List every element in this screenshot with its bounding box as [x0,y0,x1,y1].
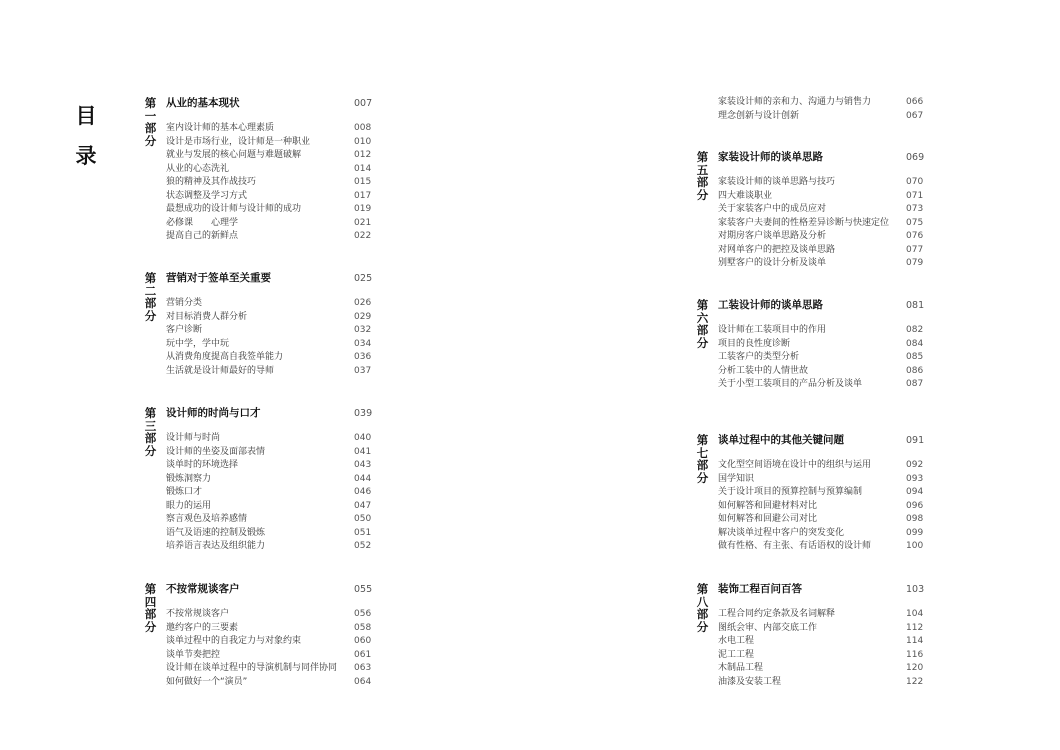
part-label-char: 四 [144,594,157,609]
part-label-char: 第 [144,582,157,596]
toc-entry[interactable] [166,635,376,649]
toc-entry[interactable] [718,540,928,554]
entry-text: 生活就是设计师最好的导师 [166,365,275,376]
page-number: 029 [354,311,372,322]
toc-entry[interactable] [166,324,376,338]
page-number: 085 [906,352,924,362]
toc-entry[interactable] [718,190,928,204]
page-number: 039 [354,408,373,419]
part-label-char: 分 [144,619,157,634]
page-number: 066 [906,97,924,107]
page-number: 043 [354,460,372,470]
part-label [696,299,709,349]
page-number: 052 [354,541,372,551]
entry-text: 家装设计师的亲和力、沟通力与销售力 [718,97,872,107]
entry-text: 锻炼洞察力 [166,473,212,484]
toc-entry[interactable] [166,163,376,177]
toc-entry[interactable] [166,203,376,217]
toc-entry[interactable] [718,338,928,352]
toc-entry[interactable] [718,649,928,663]
toc-entry[interactable] [718,459,928,473]
part-label-char: 第 [696,298,709,312]
entry-text: 锻炼口才 [166,487,203,497]
toc-entry[interactable] [718,500,928,514]
toc-entry[interactable] [166,365,376,379]
toc-entry[interactable] [166,486,376,500]
entry-text: 邀约客户的三要素 [166,622,239,633]
part-label-char: 部 [144,296,157,310]
entry-text: 理念创新与设计创新 [718,110,800,121]
part-heading[interactable] [718,299,928,313]
toc-entry[interactable] [166,432,376,446]
toc-entry[interactable] [166,149,376,163]
page-number: 069 [906,152,925,163]
page-number: 050 [354,514,372,524]
page-number: 060 [354,636,372,646]
part-heading[interactable] [166,97,376,111]
page-number: 061 [354,649,372,660]
page-number: 116 [906,649,924,660]
toc-entry[interactable] [166,136,376,150]
page-number: 064 [354,676,372,687]
entry-text: 不按常规谈客户 [166,609,230,619]
heading-text: 家装设计师的谈单思路 [718,151,823,163]
part-heading[interactable] [718,434,928,448]
toc-entry[interactable] [166,459,376,473]
toc-title-char: 录 [75,144,97,168]
page-number: 021 [354,217,372,228]
toc-entry[interactable] [166,446,376,460]
page-number: 012 [354,150,372,160]
part-label-char: 分 [696,619,709,634]
part-label-char: 六 [696,310,709,325]
toc-title-char: 目 [75,104,97,128]
part-label-char: 第 [144,271,157,285]
page-number: 051 [354,527,372,538]
part-label-char: 五 [696,162,709,177]
page-number: 041 [354,446,372,457]
page-number: 104 [906,609,924,619]
entry-text: 关于小型工装项目的产品分析及谈单 [718,379,863,389]
page-number: 063 [354,663,372,673]
part-label-char: 部 [696,607,709,621]
toc-entry[interactable] [718,244,928,258]
part-label-char: 部 [696,175,709,189]
page-number: 100 [906,541,924,551]
page-number: 017 [354,190,372,201]
entry-text: 狼的精神及其作战技巧 [166,177,257,187]
page-number: 044 [354,473,372,484]
part-label-char: 第 [696,433,709,447]
entry-text: 玩中学，学中玩 [166,338,230,349]
page-number: 094 [906,487,924,497]
part-label [696,583,709,633]
page-number: 077 [906,244,924,255]
toc-entry[interactable] [166,662,376,676]
part-label-char: 八 [696,594,709,609]
toc-entry[interactable] [718,527,928,541]
page-number: 034 [354,338,372,349]
part-label-char: 分 [696,187,709,202]
toc-entry[interactable] [718,635,928,649]
toc-entry[interactable] [166,338,376,352]
part-label [144,583,157,633]
heading-text: 营销对于签单至关重要 [166,272,271,284]
toc-entry[interactable] [718,217,928,231]
entry-text: 项目的良性度诊断 [718,338,791,349]
page-number: 098 [906,514,924,524]
page-number: 099 [906,527,924,538]
heading-text: 装饰工程百问百答 [718,583,802,595]
page-number: 010 [354,136,372,147]
entry-text: 对网单客户的把控及谈单思路 [718,244,836,255]
page-number: 019 [354,204,372,214]
toc-entry[interactable] [718,257,928,271]
entry-text: 必修课 心理学 [166,217,239,228]
heading-text: 设计师的时尚与口才 [166,407,261,419]
heading-text: 工装设计师的谈单思路 [718,299,823,311]
toc-entry[interactable] [166,473,376,487]
page-number: 122 [906,676,924,687]
part-label-char: 部 [696,458,709,472]
entry-text: 从业的心态洗礼 [166,163,230,174]
page-number: 081 [906,300,925,311]
toc-entry[interactable] [718,324,928,338]
entry-text: 关于设计项目的预算控制与预算编制 [718,487,863,497]
part-heading[interactable] [718,583,928,597]
page-number: 032 [354,325,372,335]
part-label [144,97,157,147]
part-label-char: 第 [696,150,709,164]
page-number: 084 [906,338,924,349]
entry-text: 如何做好一个“演员” [166,676,248,687]
toc-entry[interactable] [166,122,376,136]
entry-text: 图纸会审、内部交底工作 [718,622,818,633]
toc-entry[interactable] [718,676,928,690]
entry-text: 木制品工程 [718,663,764,673]
entry-text: 做有性格、有主张、有话语权的设计师 [718,541,872,551]
toc-entry[interactable] [166,649,376,663]
part-label-char: 三 [144,418,157,433]
entry-text: 谈单过程中的自我定力与对象约束 [166,636,302,646]
entry-text: 设计师与时尚 [166,433,221,443]
entry-text: 察言观色及培养感情 [166,514,248,524]
page-number: 103 [906,584,925,595]
part-label-char: 分 [144,308,157,323]
entry-text: 状态调整及学习方式 [166,190,248,201]
toc-entry[interactable] [166,527,376,541]
entry-text: 提高自己的新鲜点 [166,231,239,241]
entry-text: 语气及语速的控制及锻炼 [166,527,266,538]
page-number: 114 [906,636,924,646]
toc-entry[interactable] [718,662,928,676]
page-number: 073 [906,204,924,214]
page-number: 079 [906,258,924,268]
part-label-char: 部 [144,121,157,135]
entry-text: 眼力的运用 [166,500,212,511]
entry-text: 解决谈单过程中客户的突发变化 [718,527,845,538]
page-number: 070 [906,177,924,187]
part-heading[interactable] [166,583,376,597]
page-number: 075 [906,217,924,228]
heading-text: 从业的基本现状 [166,97,240,109]
toc-entry[interactable] [718,486,928,500]
toc-entry[interactable] [166,297,376,311]
page-number: 091 [906,435,925,446]
part-label-char: 第 [144,406,157,420]
part-label-char: 第 [144,96,157,110]
toc-entry[interactable] [718,96,928,110]
part-label-char: 分 [696,335,709,350]
page-number: 007 [354,98,373,109]
page-number: 093 [906,473,924,484]
toc-entry[interactable] [718,513,928,527]
part-label-char: 部 [144,607,157,621]
entry-text: 水电工程 [718,636,755,646]
page-number: 046 [354,487,372,497]
heading-text: 不按常规谈客户 [166,583,240,595]
toc-entry[interactable] [718,622,928,636]
entry-text: 泥工工程 [718,649,755,660]
entry-text: 工装客户的类型分析 [718,352,800,362]
part-label-char: 部 [144,431,157,445]
page-number: 058 [354,622,372,633]
part-label-char: 七 [696,445,709,460]
part-label-char: 分 [144,133,157,148]
page-number: 086 [906,365,924,376]
page-number: 015 [354,177,372,187]
toc-entry[interactable] [718,110,928,124]
toc-entry[interactable] [718,351,928,365]
entry-text: 客户诊断 [166,325,203,335]
entry-text: 对目标消费人群分析 [166,311,248,322]
part-heading[interactable] [718,151,928,165]
toc-entry[interactable] [718,365,928,379]
entry-text: 最想成功的设计师与设计师的成功 [166,204,302,214]
entry-text: 设计师在工装项目中的作用 [718,325,827,335]
entry-text: 国学知识 [718,473,755,484]
page-number: 040 [354,433,372,443]
entry-text: 家装客户夫妻间的性格差异诊断与快速定位 [718,217,890,228]
toc-entry[interactable] [718,176,928,190]
toc-title [74,96,98,176]
toc-entry[interactable] [718,230,928,244]
entry-text: 培养语言表达及组织能力 [166,541,266,551]
page-number: 055 [354,584,373,595]
part-heading[interactable] [166,272,376,286]
page-number: 087 [906,379,924,389]
entry-text: 对期房客户谈单思路及分析 [718,231,827,241]
entry-text: 工程合同约定条款及名词解释 [718,609,836,619]
page-number: 037 [354,365,372,376]
part-label [144,407,157,457]
page-number: 092 [906,460,924,470]
toc-entry[interactable] [166,176,376,190]
entry-text: 就业与发展的核心问题与难题破解 [166,150,302,160]
page-number: 067 [906,110,924,121]
entry-text: 油漆及安装工程 [718,676,782,687]
page-number: 112 [906,622,924,633]
toc-entry[interactable] [718,378,928,392]
part-label [144,272,157,322]
toc-entry[interactable] [718,473,928,487]
part-label [696,151,709,201]
entry-text: 设计是市场行业，设计师是一种职业 [166,136,311,147]
page-number: 008 [354,123,372,133]
toc-entry[interactable] [166,190,376,204]
entry-text: 分析工装中的人情世故 [718,365,809,376]
toc-entry[interactable] [718,203,928,217]
toc-entry[interactable] [166,500,376,514]
entry-text: 如何解答和回避材料对比 [718,500,818,511]
part-label-char: 二 [144,283,157,298]
entry-text: 文化型空间语境在设计中的组织与运用 [718,460,872,470]
part-label-char: 分 [144,443,157,458]
page-number: 120 [906,663,924,673]
entry-text: 如何解答和回避公司对比 [718,514,818,524]
part-label [696,434,709,484]
toc-entry[interactable] [166,608,376,622]
entry-text: 设计师的坐姿及面部表情 [166,446,266,457]
part-label-char: 一 [144,108,157,123]
entry-text: 谈单节奏把控 [166,649,221,660]
page-number: 076 [906,231,924,241]
toc-entry[interactable] [166,217,376,231]
toc-entry[interactable] [718,608,928,622]
entry-text: 别墅客户的设计分析及谈单 [718,258,827,268]
page-number: 036 [354,352,372,362]
toc-entry[interactable] [166,540,376,554]
page-number: 082 [906,325,924,335]
part-heading[interactable] [166,407,376,421]
entry-text: 关于家装客户中的成员应对 [718,204,827,214]
entry-text: 谈单时的环境选择 [166,460,239,470]
entry-text: 从消费角度提高自我签单能力 [166,352,284,362]
toc-entry[interactable] [166,513,376,527]
heading-text: 谈单过程中的其他关键问题 [718,434,844,446]
toc-entry[interactable] [166,351,376,365]
page-number: 071 [906,190,924,201]
page-number: 014 [354,163,372,174]
toc-entry[interactable] [166,230,376,244]
page-number: 022 [354,231,372,241]
entry-text: 四大难谈职业 [718,190,773,201]
page-number: 026 [354,298,372,308]
toc-entry[interactable] [166,311,376,325]
entry-text: 设计师在谈单过程中的导演机制与同伴协同 [166,663,338,673]
page-number: 096 [906,500,924,511]
entry-text: 家装设计师的谈单思路与技巧 [718,177,836,187]
part-label-char: 分 [696,470,709,485]
entry-text: 营销分类 [166,298,203,308]
entry-text: 室内设计师的基本心理素质 [166,123,275,133]
part-label-char: 部 [696,323,709,337]
toc-entry[interactable] [166,676,376,690]
page-number: 056 [354,609,372,619]
part-label-char: 第 [696,582,709,596]
page-number: 047 [354,500,372,511]
toc-entry[interactable] [166,622,376,636]
page-number: 025 [354,273,373,284]
